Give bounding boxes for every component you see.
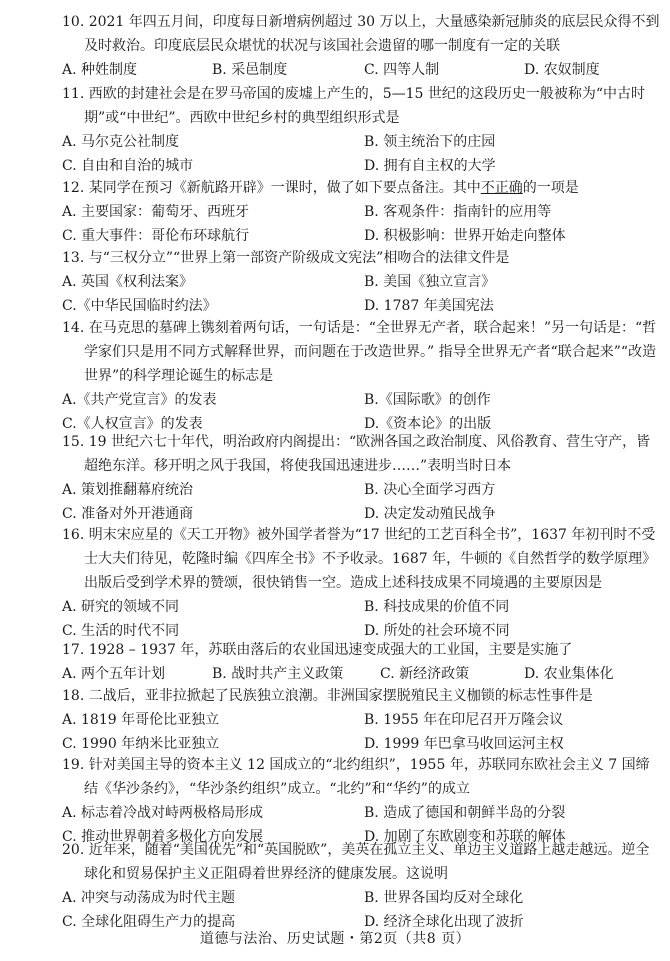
option-b: B. 科技成果的价值不同 xyxy=(364,599,510,615)
option-c: C. 四等人制 xyxy=(364,62,440,78)
option-a: A.《共产党宣言》的发表 xyxy=(62,392,217,408)
question-stem: 14. 在马克思的墓碑上镌刻着两句话，一句话是：“全世界无产者，联合起来！”另一句话是：“哲学家们只是用不同方式解释世界，而问题在于改造世界。” 指导全世界无产者“联合起来”“改造世界”的科学理论诞生的标志是 xyxy=(62,320,657,384)
option-b: B. 客观条件：指南针的应用等 xyxy=(364,204,552,220)
option-row xyxy=(62,886,662,910)
option-row xyxy=(62,388,662,412)
option-a: A. 策划推翻幕府统治 xyxy=(62,482,194,498)
option-a: A. 英国《权利法案》 xyxy=(62,274,194,290)
option-b: B. 造成了德国和朝鲜半岛的分裂 xyxy=(364,805,566,821)
question-stem: 10. 2021 年四五月间，印度每日新增病例超过 30 万以上，大量感染新冠肺炎的底层民众得不到及时救治。印度底层民众堪忧的状况与该国社会遗留的哪一制度有一定的关联 xyxy=(62,14,660,54)
option-row xyxy=(62,58,662,82)
question-stem: 17. 1928 – 1937 年，苏联由落后的农业国迅速变成强大的工业国，主要是实施了 xyxy=(62,642,573,658)
option-d: D. 加剧了东欧剧变和苏联的解体 xyxy=(364,829,566,845)
option-a: A. 两个五年计划 xyxy=(62,666,166,682)
option-row xyxy=(62,801,662,825)
option-c: C. 推动世界朝着多极化方向发展 xyxy=(62,829,264,845)
option-row xyxy=(62,595,662,619)
option-b: B. 领主统治下的庄园 xyxy=(364,134,496,150)
option-b: B. 美国《独立宣言》 xyxy=(364,274,496,290)
option-b: B. 采邑制度 xyxy=(212,62,288,78)
option-c: C. 1990 年纳米比亚独立 xyxy=(62,736,220,752)
option-row xyxy=(62,154,662,178)
option-d: D. 经济全球化出现了波折 xyxy=(364,914,524,930)
option-d: D.《资本论》的出版 xyxy=(364,416,492,432)
question-stem: 13. 与“三权分立”“世界上第一部资产阶级成文宪法”相吻合的法律文件是 xyxy=(62,250,510,266)
option-c: C. 生活的时代不同 xyxy=(62,623,180,639)
option-c: C. 自由和自治的城市 xyxy=(62,158,194,174)
option-row xyxy=(62,294,662,318)
question-stem: 19. 针对美国主导的资本主义 12 国成立的“北约组织”，1955 年，苏联同东欧社会主义 7 国缔结《华沙条约》，“华沙条约组织”成立。“北约”和“华约”的成立 xyxy=(62,757,650,797)
question-stem: 15. 19 世纪六七十年代，明治政府内阁提出：“欧洲各国之政治制度、风俗教育、营生守产，皆超绝东洋。移开明之风于我国，将使我国迅速进步……”表明当时日本 xyxy=(62,434,651,474)
option-d: D. 农业集体化 xyxy=(524,666,614,682)
emphasis-underline: 不正确 xyxy=(480,180,523,196)
option-row xyxy=(62,662,662,686)
option-a: A. 主要国家：葡萄牙、西班牙 xyxy=(62,204,250,220)
stem-text: 的一项是 xyxy=(522,180,579,196)
option-d: D. 农奴制度 xyxy=(524,62,600,78)
option-b: B.《国际歌》的创作 xyxy=(364,392,491,408)
page-footer: 道德与法治、历史试题・第2页（共8 页） xyxy=(199,931,471,947)
option-c: C.《中华民国临时约法》 xyxy=(62,298,217,314)
option-b: B. 决心全面学习西方 xyxy=(364,482,496,498)
question-10 xyxy=(62,10,662,82)
question-15 xyxy=(62,430,662,526)
option-c: C. 新经济政策 xyxy=(380,666,470,682)
question-stem xyxy=(62,176,662,200)
option-c: C. 全球化阻碍生产力的提高 xyxy=(62,914,236,930)
option-b: B. 战时共产主义政策 xyxy=(212,666,344,682)
option-row xyxy=(62,270,662,294)
option-d: D. 1787 年美国宪法 xyxy=(364,298,494,314)
option-d: D. 1999 年巴拿马收回运河主权 xyxy=(364,736,564,752)
question-17 xyxy=(62,638,662,686)
question-18 xyxy=(62,684,662,756)
option-b: B. 世界各国均反对全球化 xyxy=(364,890,524,906)
option-row xyxy=(62,708,662,732)
question-11 xyxy=(62,82,662,178)
question-19 xyxy=(62,753,662,849)
option-a: A. 冲突与动荡成为时代主题 xyxy=(62,890,236,906)
option-d: D. 积极影响：世界开始走向整体 xyxy=(364,228,566,244)
option-c: C. 准备对外开港通商 xyxy=(62,506,194,522)
question-14 xyxy=(62,316,662,436)
option-row xyxy=(62,130,662,154)
option-row xyxy=(62,478,662,502)
option-row xyxy=(62,224,662,248)
question-stem: 18. 二战后，亚非拉掀起了民族独立浪潮。非洲国家摆脱殖民主义枷锁的标志性事件是 xyxy=(62,688,593,704)
option-a: A. 1819 年哥伦比亚独立 xyxy=(62,712,220,728)
option-a: A. 研究的领域不同 xyxy=(62,599,180,615)
option-b: B. 1955 年在印尼召开万隆会议 xyxy=(364,712,564,728)
option-c: C.《人权宣言》的发表 xyxy=(62,416,203,432)
question-stem: 16. 明末宋应星的《天工开物》被外国学者誉为“17 世纪的工艺百科全书”，1637 年初刊时不受士大夫们待见，乾隆时编《四库全书》不予收录。1687 年，牛顿的《自然哲学的数学原理》出版后受到学术界的赞颂，很快销售一空。造成上述科技成果不同境遇的主要原因是 xyxy=(62,527,657,591)
option-a: A. 马尔克公社制度 xyxy=(62,134,180,150)
option-a: A. 种姓制度 xyxy=(62,62,138,78)
option-row xyxy=(62,200,662,224)
option-d: D. 决定发动殖民战争 xyxy=(364,506,496,522)
question-13 xyxy=(62,246,662,318)
question-stem: 20. 近年来，随着“美国优先”和“英国脱欧”，美英在孤立主义、单边主义道路上越走越远。逆全球化和贸易保护主义正阻碍着世界经济的健康发展。这说明 xyxy=(62,842,650,882)
option-a: A. 标志着冷战对峙两极格局形成 xyxy=(62,805,264,821)
question-20 xyxy=(62,838,662,934)
stem-text: 12. 某同学在预习《新航路开辟》一课时，做了如下要点备注。其中 xyxy=(62,180,481,196)
option-c: C. 重大事件：哥伦布环球航行 xyxy=(62,228,250,244)
option-d: D. 所处的社会环境不同 xyxy=(364,623,510,639)
question-12 xyxy=(62,176,662,248)
question-16 xyxy=(62,523,662,643)
question-stem: 11. 西欧的封建社会是在罗马帝国的废墟上产生的，5—15 世纪的这段历史一般被称为“中古时期”或“中世纪”。西欧中世纪乡村的典型组织形式是 xyxy=(62,86,646,126)
option-d: D. 拥有自主权的大学 xyxy=(364,158,496,174)
